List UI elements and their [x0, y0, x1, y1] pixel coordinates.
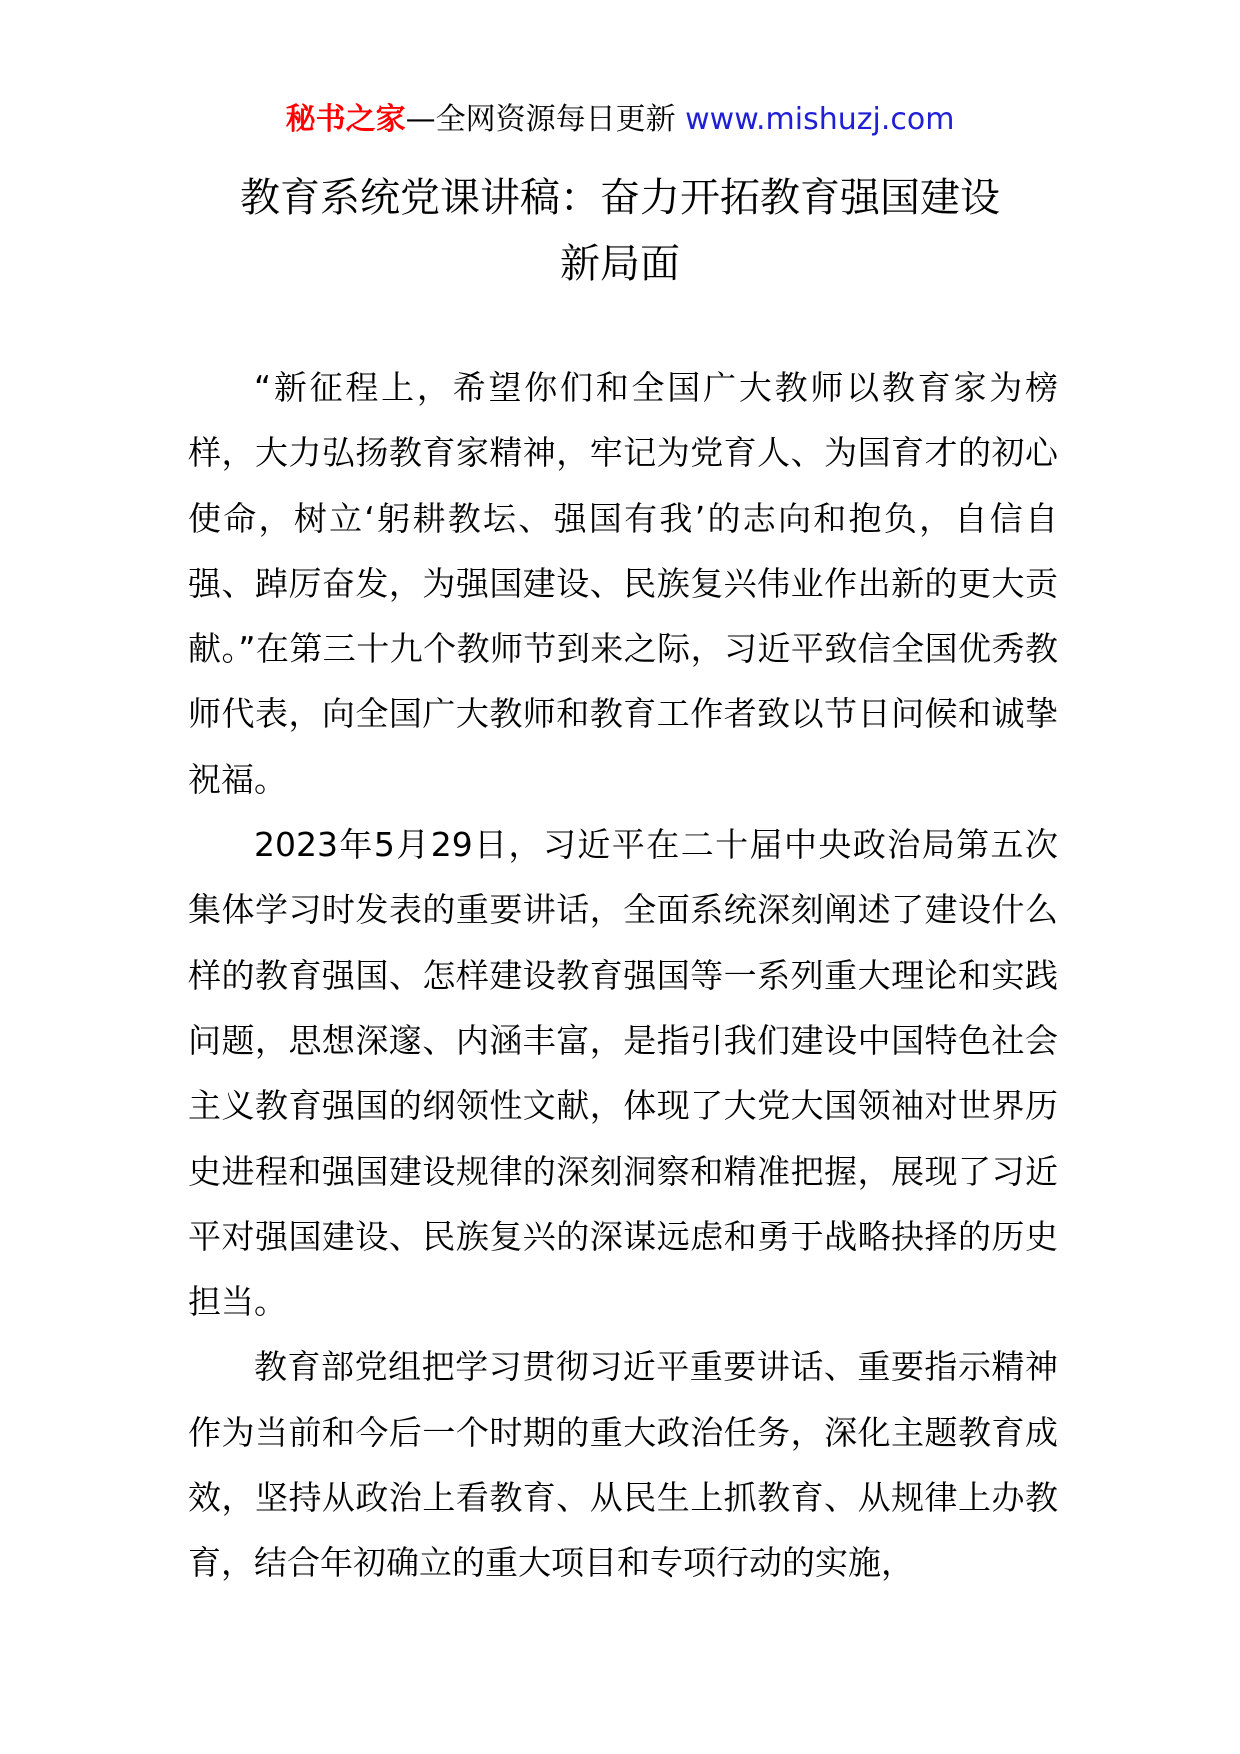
document-title: [160, 165, 1080, 297]
document-body: [188, 355, 1058, 1596]
title-line-2: 新局面: [560, 241, 680, 287]
paragraph-2: 2023年5月29日，习近平在二十届中央政治局第五次集体学习时发表的重要讲话，全面系统深刻阐述了建设什么样的教育强国、怎样建设教育强国等一系列重大理论和实践问题，思想深邃、内涵丰富，是指引我们建设中国特色社会主义教育强国的纲领性文献，体现了大党大国领袖对世界历史进程和强国建设规律的深刻洞察和精准把握，展现了习近平对强国建设、民族复兴的深谋远虑和勇于战略抉择的历史担当。: [188, 825, 1058, 1322]
paragraph-1: “新征程上，希望你们和全国广大教师以教育家为榜样，大力弘扬教育家精神，牢记为党育人、为国育才的初心使命，树立‘躬耕教坛、强国有我’的志向和抱负，自信自强、踔厉奋发，为强国建设、民族复兴伟业作出新的更大贡献。”在第三十九个教师节到来之际，习近平致信全国优秀教师代表，向全国广大教师和教育工作者致以节日问候和诚挚祝福。: [188, 368, 1058, 799]
title-line-1: 教育系统党课讲稿：奋力开拓教育强国建设: [240, 175, 1000, 221]
brand-name: 秘书之家: [285, 102, 406, 137]
paragraph-3: 教育部党组把学习贯彻习近平重要讲话、重要指示精神作为当前和今后一个时期的重大政治任务，深化主题教育成效，坚持从政治上看教育、从民生上抓教育、从规律上办教育，结合年初确立的重大项目和专项行动的实施，: [188, 1347, 1058, 1583]
page-header: [0, 100, 1240, 140]
site-url-link[interactable]: www.mishuzj.com: [685, 102, 955, 137]
header-tagline: —全网资源每日更新: [405, 102, 676, 137]
